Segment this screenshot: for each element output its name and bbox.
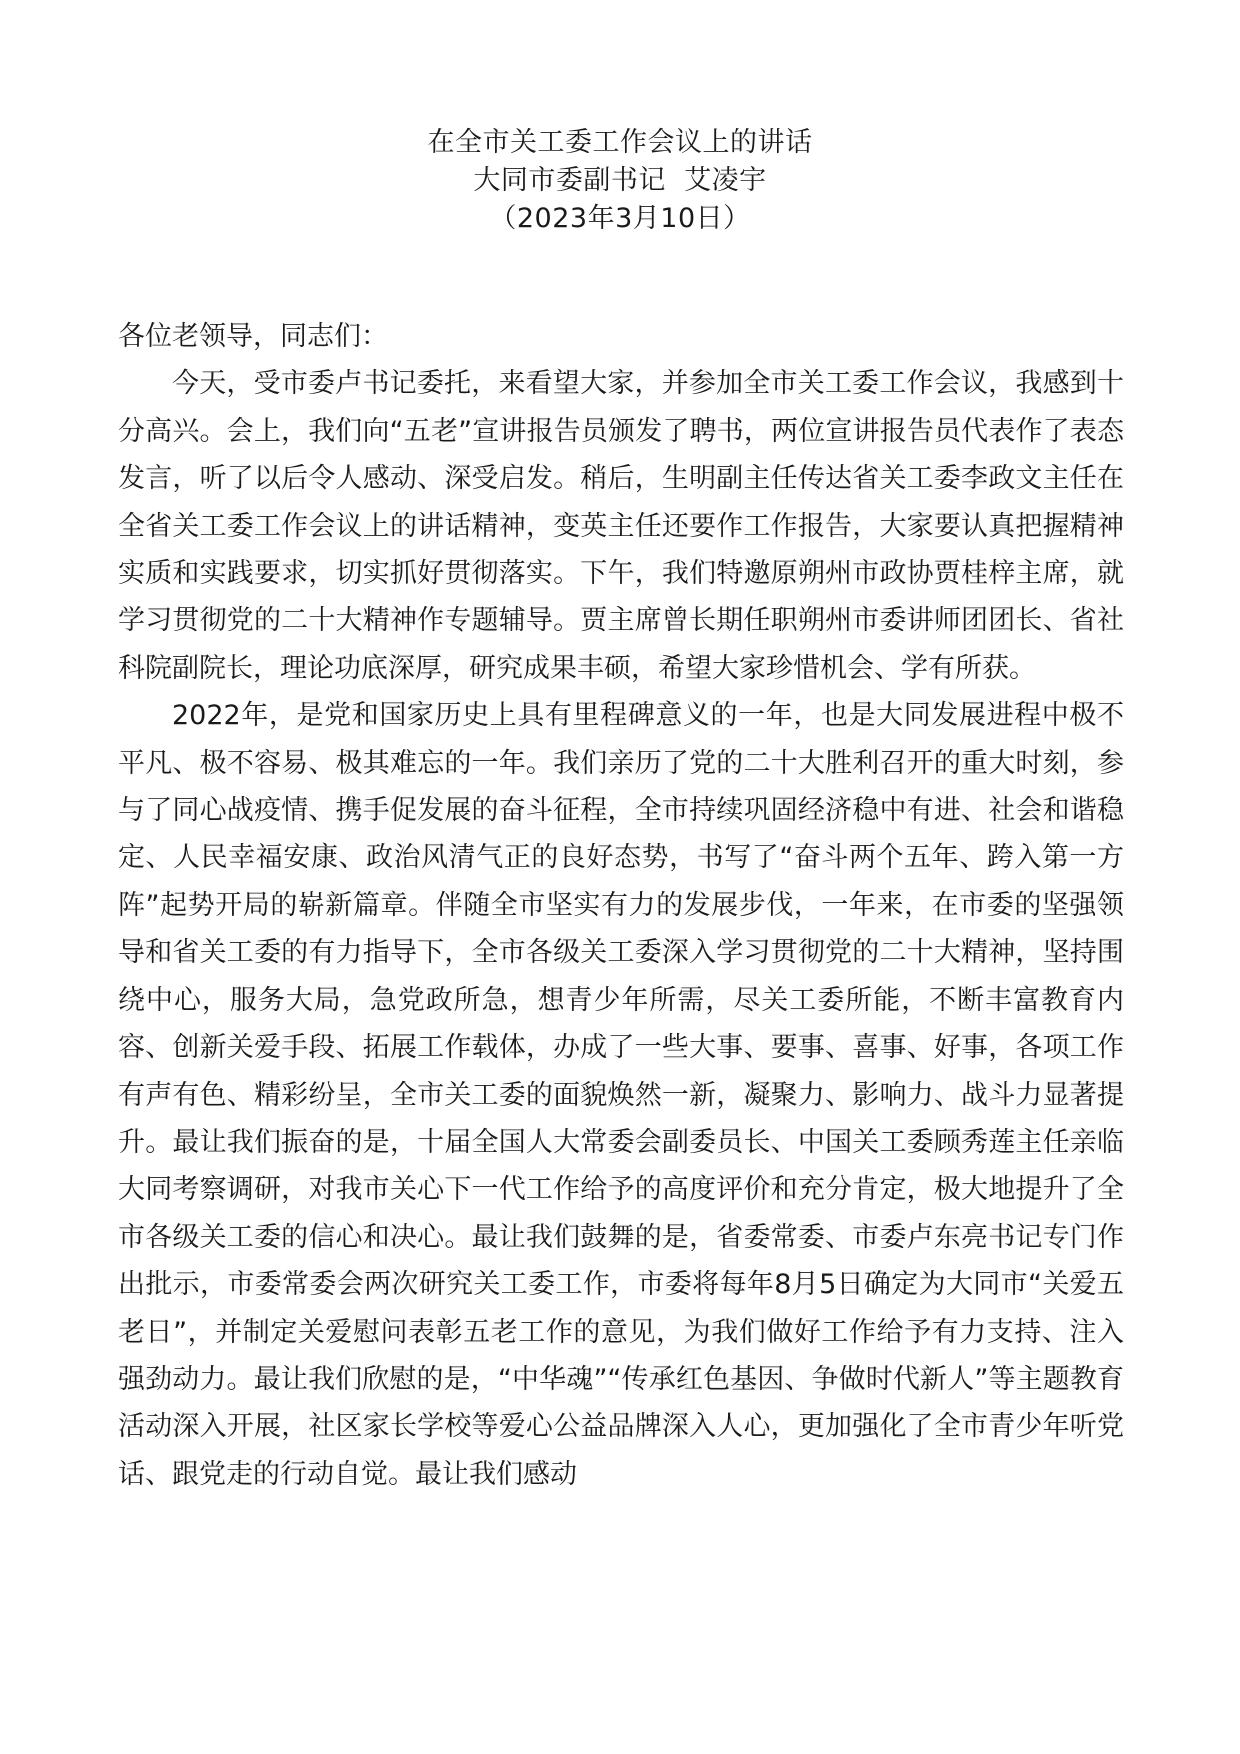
document-body <box>118 313 1124 1498</box>
document-title: 在全市关工委工作会议上的讲话 <box>427 127 813 158</box>
paragraph: 2022年，是党和国家历史上具有里程碑意义的一年，也是大同发展进程中极不平凡、极不容易、极其难忘的一年。我们亲历了党的二十大胜利召开的重大时刻，参与了同心战疫情、携手促发展的奋斗征程，全市持续巩固经济稳中有进、社会和谐稳定、人民幸福安康、政治风清气正的良好态势，书写了“奋斗两个五年、跨入第一方阵”起势开局的崭新篇章。伴随全市坚实有力的发展步伐，一年来，在市委的坚强领导和省关工委的有力指导下，全市各级关工委深入学习贯彻党的二十大精神，坚持围绕中心，服务大局，急党政所急，想青少年所需，尽关工委所能，不断丰富教育内容、创新关爱手段、拓展工作载体，办成了一些大事、要事、喜事、好事，各项工作有声有色、精彩纷呈，全市关工委的面貌焕然一新，凝聚力、影响力、战斗力显著提升。最让我们振奋的是，十届全国人大常委会副委员长、中国关工委顾秀莲主任亲临大同考察调研，对我市关心下一代工作给予的高度评价和充分肯定，极大地提升了全市各级关工委的信心和决心。最让我们鼓舞的是，省委常委、市委卢东亮书记专门作出批示，市委常委会两次研究关工委工作，市委将每年8月5日确定为大同市“关爱五老日”，并制定关爱慰问表彰五老工作的意见，为我们做好工作给予有力支持、注入强劲动力。最让我们欣慰的是，“中华魂”“传承红色基因、争做时代新人”等主题教育活动深入开展，社区家长学校等爱心公益品牌深入人心，更加强化了全市青少年听党话、跟党走的行动自觉。最让我们感动 <box>118 700 1124 1490</box>
salutation: 各位老领导，同志们： <box>118 321 388 352</box>
speech-date: （2023年3月10日） <box>489 203 751 234</box>
paragraph: 今天，受市委卢书记委托，来看望大家，并参加全市关工委工作会议，我感到十分高兴。会上，我们向“五老”宣讲报告员颁发了聘书，两位宣讲报告员代表作了表态发言，听了以后令人感动、深受启发。稍后，生明副主任传达省关工委李政文主任在全省关工委工作会议上的讲话精神，变英主任还要作工作报告，大家要认真把握精神实质和实践要求，切实抓好贯彻落实。下午，我们特邀原朔州市政协贾桂梓主席，就学习贯彻党的二十大精神作专题辅导。贾主席曾长期任职朔州市委讲师团团长、省社科院副院长，理论功底深厚，研究成果丰硕，希望大家珍惜机会、学有所获。 <box>118 368 1124 684</box>
document-header <box>0 124 1240 238</box>
speaker-line: 大同市委副书记 艾凌宇 <box>473 165 767 196</box>
